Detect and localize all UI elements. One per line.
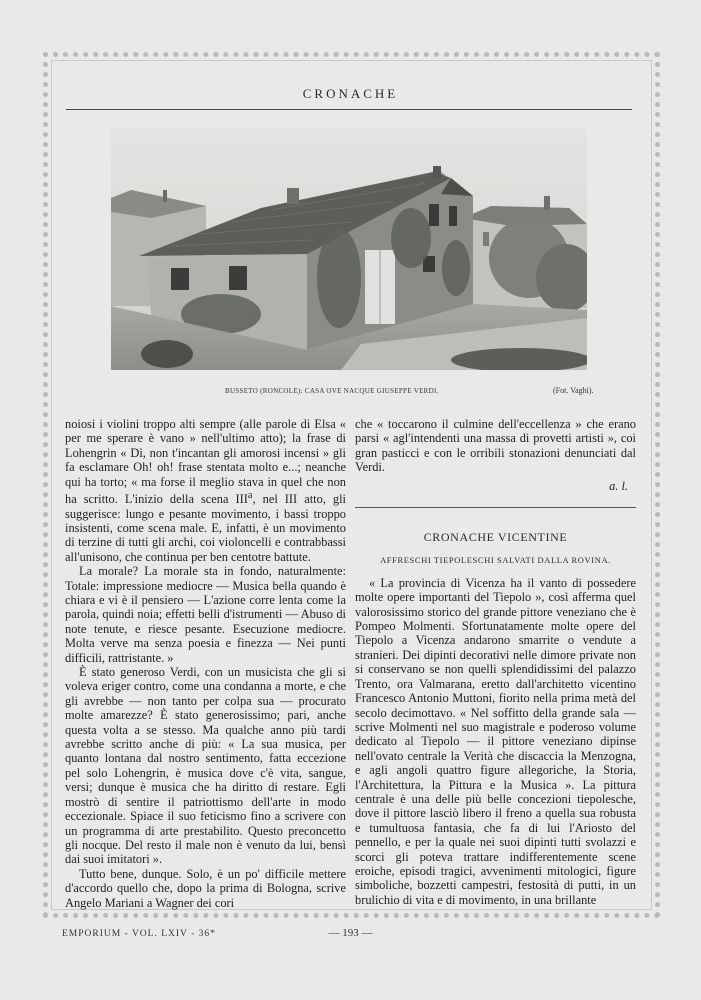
- page-header: CRONACHE: [302, 86, 399, 101]
- right-paragraph-1: [355, 417, 636, 475]
- section-rule: [355, 507, 636, 508]
- left-paragraph-1-text: noiosi i violini troppo alti sempre (alle parole di Elsa « per me sperare è vano » nell'ultimo atto); la frase di Lohengrin « Dì, non t'incantan gli amorosi incensi » gli fa esclamare Oh! oh! frase stentata molto e...; neanche qui ha torto; « ma forse il meglio stava in quel che non ha scritto. L'inizio della scena III$^a$, nel III atto, gli suggerisce: lungo e pesante movimento, i bassi troppo insistenti, come scena male. E, infatti, è un movimento di terzine di tutti gli archi, coi violoncelli e contrabbassi all'unisono, che continua per ben centotre battute.: [65, 417, 346, 564]
- section-title: CRONACHE VICENTINE: [423, 530, 568, 545]
- superscript-mark: a: [247, 490, 253, 502]
- footer-journal: EMPORIUM - VOL. LXIV - 36*: [62, 929, 216, 939]
- right-paragraph-1-text: che « toccarono il culmine dell'eccellenza » che erano parsi « agl'intendenti una massa di provetti artisti », coi gran pasticci e con le orribili stonazioni denunciati dal Verdi.: [355, 417, 636, 475]
- right-column: [355, 417, 636, 907]
- right-paragraph-2-text: « La provincia di Vicenza ha il vanto di possedere molte opere importanti del Tiepolo », così afferma quel valorosissimo storico del grande pittore veneziano che è Pompeo Molmenti. Sfortunatamente molte opere del Tiepolo a Vicenza andarono smarrite o vendute a stranieri. Dei dipinti decorativi nelle dimore private non si conservano se non quelli splendidissimi del palazzo Trento, ora Valmarana, eretto dall'architetto vicentino Francesco Antonio Muttoni, fiorito nella prima metà del secolo decimottavo. « Nel soffitto della grande sala — scrive Molmenti nel suo magistrale e poderoso volume dedicato al Tiepolo — il pittore veneziano dipinse nell'ovato centrale la Verità che discaccia la Menzogna, e agli angoli quattro figure allegoriche, la Storia, l'Architettura, la Pittura e la Musica ». La pittura centrale è una delle più belle concezioni tiepolesche, dove il pittore lasciò libero il freno a quella sua robusta e tumultuosa fantasia, che fa di lui l'Ariosto del pennello, e per la quale nei suoi dipinti tutti svolazzi e scorci gli poteva trattare indifferentemente scene eroiche, episodi tragici, avvenimenti mitologici, figure simboliche, bozzetti campestri, festosità di putti, in un brulichio di vita e di movimento, in una brillante: [355, 575, 636, 907]
- left-paragraph-4: [65, 867, 346, 910]
- left-paragraph-3: [65, 665, 346, 867]
- left-paragraph-4-text: Tutto bene, dunque. Solo, è un po' difficile mettere d'accordo quello che, dopo la prima di Bologna, scrive Angelo Mariani a Wagner dei cori: [65, 866, 346, 910]
- page-number: — 193 —: [328, 927, 373, 939]
- header-rule: [66, 109, 632, 110]
- right-paragraph-2: [355, 576, 636, 907]
- photo-credit: (Fot. Vaghi).: [553, 386, 594, 395]
- photo-caption: BUSSETO (RONCOLE): CASA OVE NACQUE GIUSEPPE VERDI.: [225, 387, 439, 395]
- photo-verdi-birthplace: [111, 128, 587, 370]
- left-paragraph-2-text: La morale? La morale sta in fondo, naturalmente: Totale: impressione mediocre — Musica bella quando è chiara e vi è il pensiero — L'azione corre lenta come la parola, quindi noia; effetti belli d'istrumenti — Abuso di note tenute, e riesce pesante. Esecuzione mediocre. Molta verve ma senza poesia e finezza — Nei punti difficili, rattristante. »: [65, 564, 346, 665]
- left-column: [65, 417, 346, 910]
- left-paragraph-2: [65, 564, 346, 665]
- left-paragraph-1: [65, 417, 346, 564]
- left-paragraph-3-text: È stato generoso Verdi, con un musicista che gli si voleva eriger contro, come una condanna a morte, e che gli avrebbe — non tanto per colpa sua — procurato molte amarezze? È stato generosissimo; pari, anche questa volta a se stesso. Ma qualche anno più tardi avrebbe scritto anche di più: « La sua musica, per quanto lontana dal nostro sentimento, fatta eccezione pel solo Lohengrin, è musica dove c'è vita, sangue, versi; dunque è musica che ha diritto di restare. Egli mostrò di sentire il patriottismo dell'arte in modo eccezionale. Spiace il suo feticismo fino a scrivere con un programma di arte prestabilito. Questo preconcetto gli nocque. Del resto il male non è venuto da lui, bensì dai suoi imitatori ».: [65, 665, 346, 867]
- article-signature: a. l.: [609, 478, 628, 493]
- subsection-title: AFFRESCHI TIEPOLESCHI SALVATI DALLA ROVINA.: [380, 555, 611, 566]
